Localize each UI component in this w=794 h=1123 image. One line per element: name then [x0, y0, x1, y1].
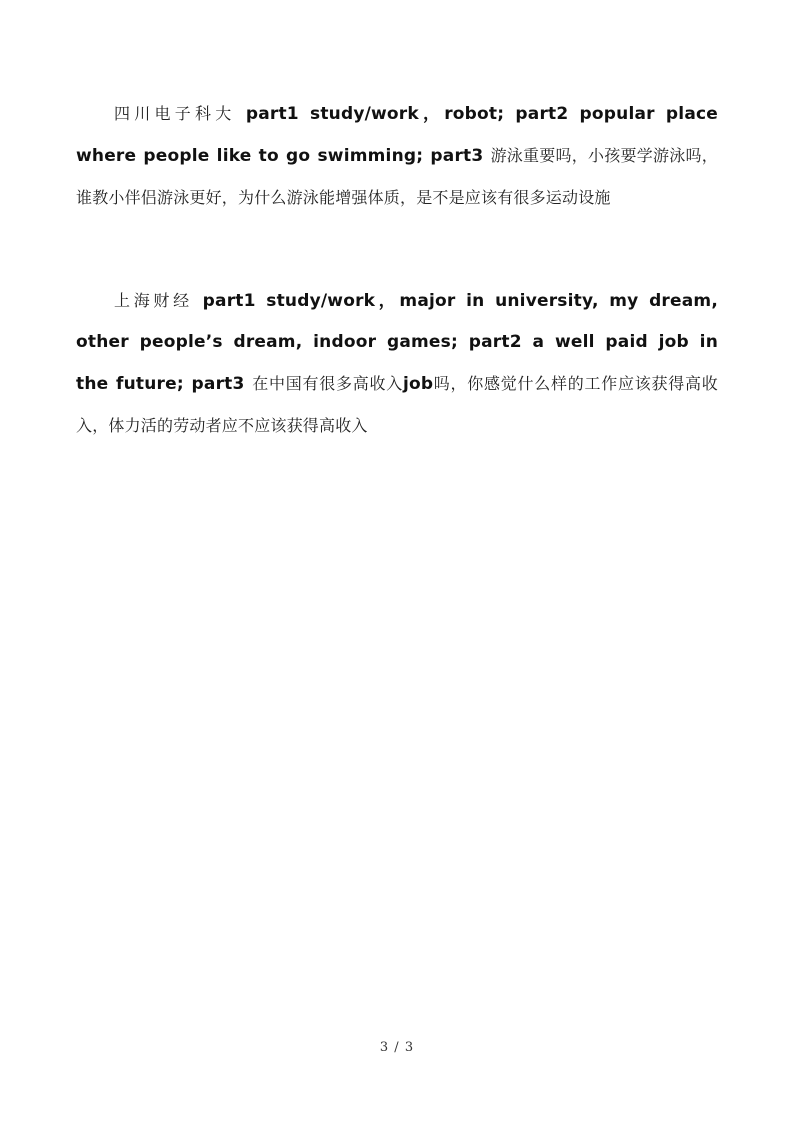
english-topics-text: part1 study/work，major in university, my dream, other people’s dream, indoor games; part2 a well paid job in the future; part3 — [76, 291, 718, 394]
page-number: 3 / 3 — [379, 1040, 415, 1055]
chinese-questions-text: 吗，你感觉什么样的工作应该获得高收入，体力活的劳动者应不应该获得高收入 — [76, 374, 718, 435]
english-keyword-text: job — [402, 374, 434, 394]
interview-paragraph-sichuan — [76, 93, 718, 219]
chinese-questions-text: 游泳重要吗，小孩要学游泳吗，谁教小伴侣游泳更好，为什么游泳能增强体质，是不是应该有很多运动设施 — [76, 146, 718, 207]
chinese-questions-text: 在中国有很多高收入 — [252, 374, 403, 393]
school-name-text: 上海财经 — [114, 291, 203, 310]
school-name-text: 四川电子科大 — [114, 104, 246, 123]
english-topics-text: part1 study/work，robot; part2 popular place where people like to go swimming; part3 — [76, 104, 718, 166]
interview-paragraph-shanghai — [76, 280, 718, 447]
